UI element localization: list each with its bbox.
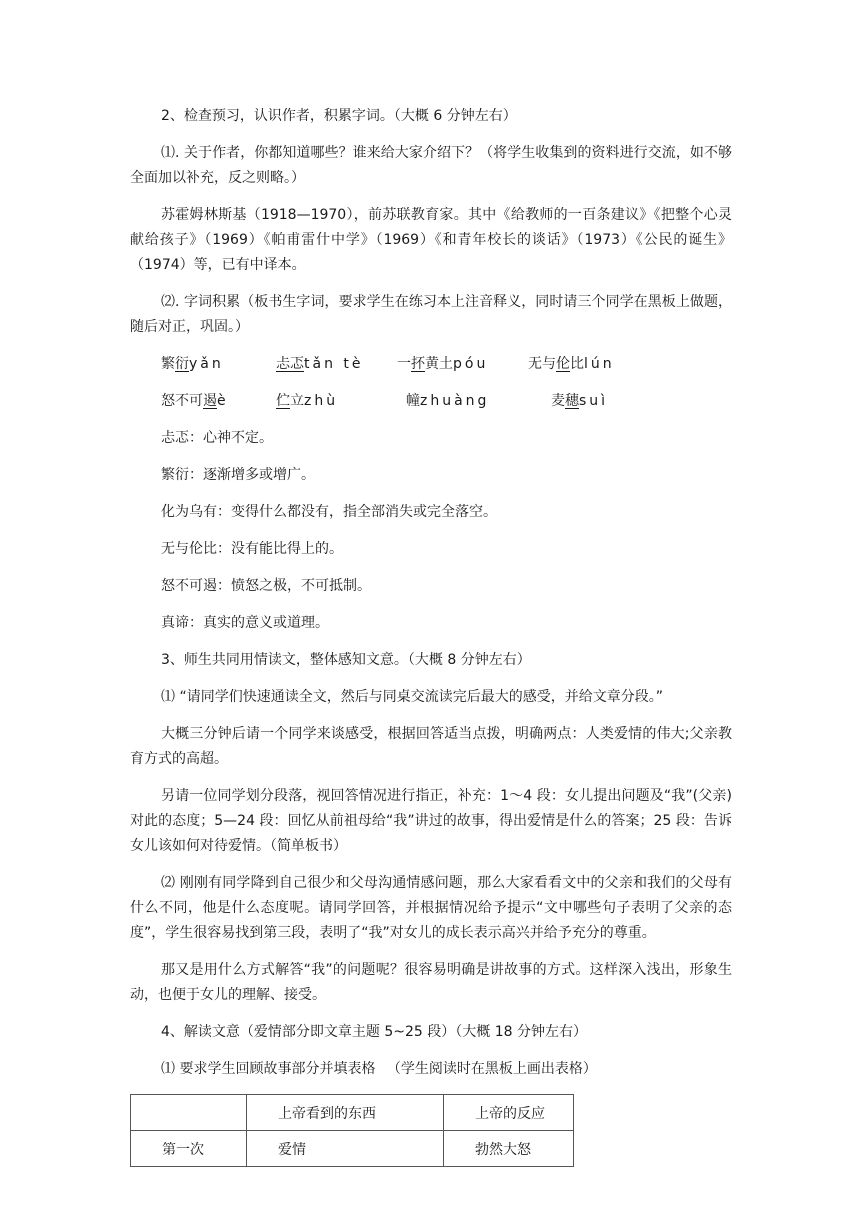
section-3-paragraph: ⑴ “请同学们快速通读全文，然后与同桌交流读完后最大的感受，并给文章分段。” xyxy=(161,689,663,705)
vocab-item: 忐忑tǎn tè xyxy=(276,356,364,372)
definition-item: 繁衍：逐渐增多或增广。 xyxy=(161,467,315,483)
section-4-paragraph: ⑴ 要求学生回顾故事部分并填表格 （学生阅读时在黑板上画出表格） xyxy=(161,1061,597,1077)
section-3-paragraph: 那又是用什么方式解答“我”的问题呢？很容易明确是讲故事的方式。这样深入浅出，形象生动，也便于女儿的理解、接受。 xyxy=(130,962,732,1003)
section-2-question-2: ⑵. 字词积累（板书生字词，要求学生在练习本上注音释义，同时请三个同学在黑板上做题，随后对正，巩固。） xyxy=(130,294,732,335)
story-table xyxy=(130,1094,574,1167)
section-3-paragraph: ⑵ 刚刚有同学降到自己很少和父母沟通情感问题，那么大家看看文中的父亲和我们的父母有什么不同，他是什么态度呢。请同学回答，并根据情况给予提示“文中哪些句子表明了父亲的态度”，学生很容易找到第三段，表明了“我”对女儿的成长表示高兴并给予充分的尊重。 xyxy=(130,875,732,941)
vocab-item: 怒不可遏è xyxy=(161,393,229,409)
vocab-item: 无与伦比lún xyxy=(528,356,615,372)
table-cell: 第一次 xyxy=(131,1131,247,1167)
table-header-row xyxy=(131,1095,574,1131)
author-intro: 苏霍姆林斯基（1918—1970），前苏联教育家。其中《给教师的一百条建议》《把整个心灵献给孩子》（1969）《帕甫雷什中学》（1969）《和青年校长的谈话》（1973）《公民的诞生》（1974）等，已有中译本。 xyxy=(130,207,732,273)
section-2-heading: 2、检查预习，认识作者，积累字词。（大概 6 分钟左右） xyxy=(161,108,517,124)
vocab-item: 幢zhuàng xyxy=(406,393,490,409)
vocab-item: 麦穗suì xyxy=(551,393,609,409)
section-3-heading: 3、师生共同用情读文，整体感知文意。（大概 8 分钟左右） xyxy=(161,652,531,668)
vocab-item: 伫立zhù xyxy=(276,393,339,409)
definition-item: 真谛：真实的意义或道理。 xyxy=(161,615,329,631)
document-body xyxy=(130,104,732,1167)
section-3-paragraph: 另请一位同学划分段落，视回答情况进行指正，补充：1～4 段：女儿提出问题及“我”(父亲)对此的态度；5—24 段：回忆从前祖母给“我”讲过的故事，得出爱情是什么的答案；25 段：告诉女儿该如何对待爱情。（简单板书） xyxy=(130,788,732,854)
section-2-question-1: ⑴. 关于作者，你都知道哪些？谁来给大家介绍下？（将学生收集到的资料进行交流，如不够全面加以补充，反之则略。） xyxy=(130,145,732,186)
table-cell: 勃然大怒 xyxy=(444,1131,574,1167)
section-4-heading: 4、解读文意（爱情部分即文章主题 5~25 段）（大概 18 分钟左右） xyxy=(161,1024,587,1040)
table-header-cell: 上帝看到的东西 xyxy=(247,1095,444,1131)
vocab-item: 繁衍yǎn xyxy=(161,356,224,372)
definition-item: 忐忑：心神不定。 xyxy=(161,430,273,446)
vocab-item: 一抔黄土póu xyxy=(397,356,489,372)
definition-item: 怒不可遏：愤怒之极，不可抵制。 xyxy=(161,578,371,594)
section-3-paragraph: 大概三分钟后请一个同学来谈感受，根据回答适当点拨，明确两点：人类爱情的伟大;父亲教育方式的高超。 xyxy=(130,726,732,767)
definition-item: 无与伦比：没有能比得上的。 xyxy=(161,541,343,557)
table-header-cell: 上帝的反应 xyxy=(444,1095,574,1131)
vocab-row-2 xyxy=(130,389,732,414)
table-header-cell xyxy=(131,1095,247,1131)
table-cell: 爱情 xyxy=(247,1131,444,1167)
vocab-row-1 xyxy=(130,352,732,377)
table-row xyxy=(131,1131,574,1167)
definition-item: 化为乌有：变得什么都没有，指全部消失或完全落空。 xyxy=(161,504,497,520)
